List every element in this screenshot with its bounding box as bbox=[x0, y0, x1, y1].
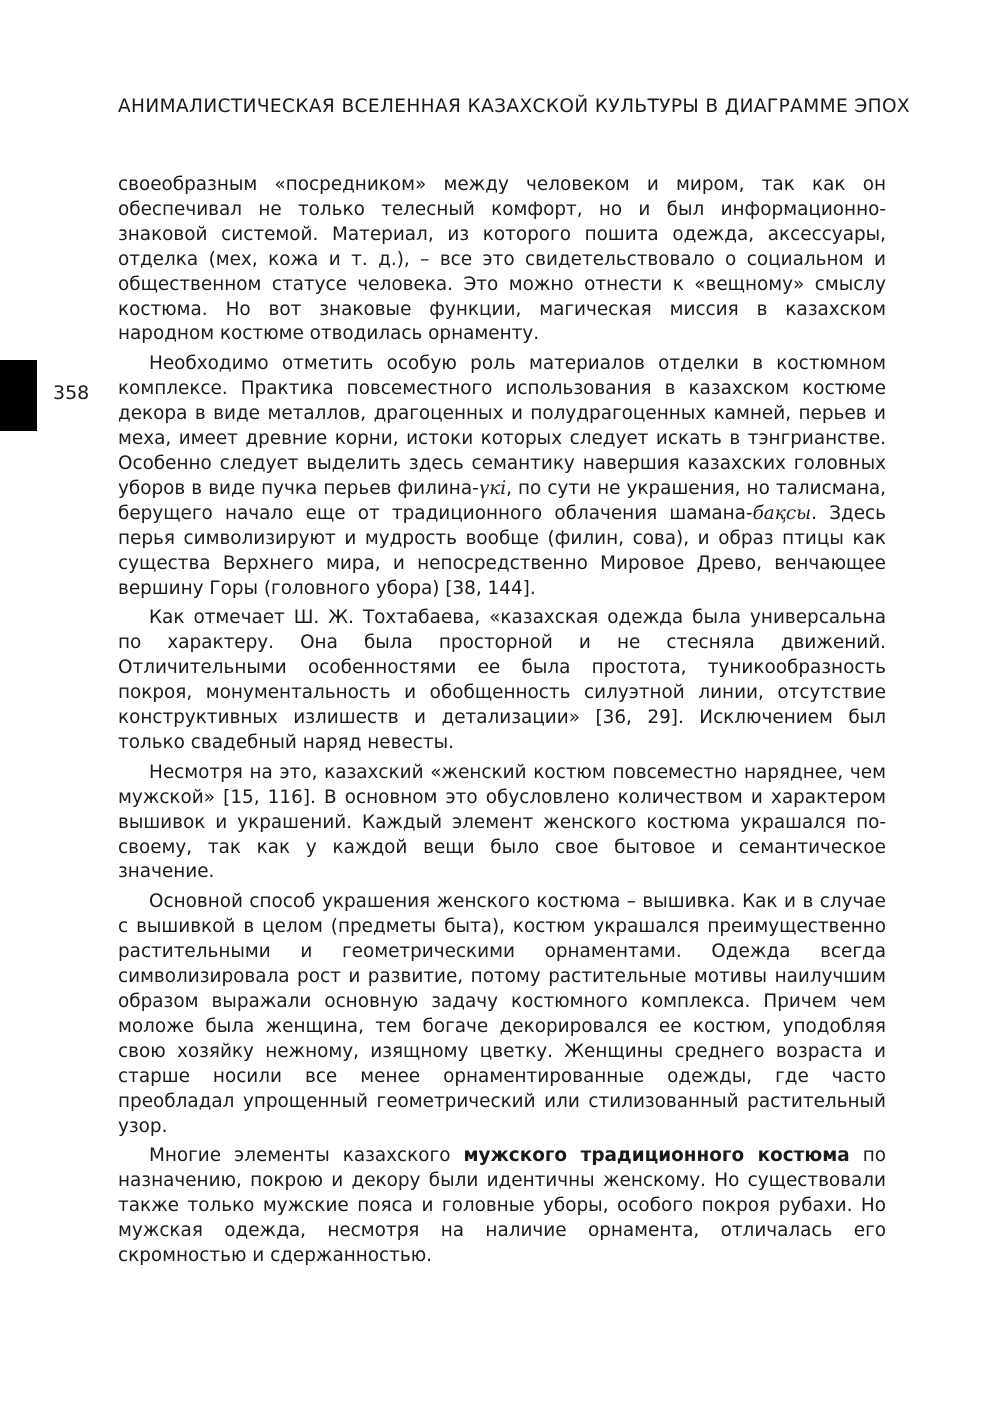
page-number: 358 bbox=[53, 382, 90, 404]
paragraph-text: Необходимо отметить особую роль материалов отделки в костюмном комплексе. Практика повсеместного использования в казахском костюме декора в виде металлов, драгоценных и полудрагоценных камней, перьев и меха, имеет древние корни, истоки которых следует искать в тэнгрианстве. Особенно следует выделить здесь семантику навершия казахских головных уборов в виде пучка перьев филина- bbox=[118, 353, 886, 499]
running-header: АНИМАЛИСТИЧЕСКАЯ ВСЕЛЕННАЯ КАЗАХСКОЙ КУЛЬТУРЫ В ДИАГРАММЕ ЭПОХ bbox=[118, 96, 910, 117]
paragraph-text: Многие элементы казахского bbox=[149, 1145, 464, 1167]
paragraph-text: по назначению, покрою и декору были идентичны женскому. Но существовали также только мужские пояса и головные уборы, особого покроя рубахи. Но мужская одежда, несмотря на наличие орнамента, отличалась его скромностью и сдержанностью. bbox=[118, 1145, 886, 1267]
thumb-index-tab bbox=[0, 360, 37, 431]
term-italic: бақсы bbox=[752, 502, 812, 524]
paragraph: Как отмечает Ш. Ж. Тохтабаева, «казахская одежда была универсальна по характеру. Она была просторной и не стесняла движений. Отличительными особенностями ее была простота, туникообразность покроя, монументальность и обобщенность силуэтной линии, отсутствие конструктивных излишеств и детализации» [36, 29]. Исключением был только свадебный наряд невесты. bbox=[118, 607, 886, 753]
paragraph: Основной способ украшения женского костюма – вышивка. Как и в случае с вышивкой в целом (предметы быта), костюм украшался преимущественно растительными и геометрическими орнаментами. Одежда всегда символизировала рост и развитие, потому растительные мотивы наилучшим образом выражали основную задачу костюмного комплекса. Причем чем моложе была женщина, тем богаче декорировался ее костюм, уподобляя свою хозяйку нежному, изящному цветку. Женщины среднего возраста и старше носили все менее орнаментированные одежды, где часто преобладал упрощенный геометрический или стилизованный растительный узор. bbox=[118, 891, 886, 1137]
paragraph: Несмотря на это, казахский «женский костюм повсеместно наряднее, чем мужской» [15, 116]. В основном это обусловлено количеством и характером вышивок и украшений. Каждый элемент женского костюма украшался по-своему, так как у каждой вещи было свое бытовое и семантическое значение. bbox=[118, 761, 886, 883]
term-italic: үкі bbox=[478, 477, 507, 499]
bold-term: мужского традиционного костюма bbox=[463, 1145, 850, 1167]
paragraph bbox=[118, 352, 886, 601]
paragraph: своеобразным «посредником» между человеком и миром, так как он обеспечивал не только телесный комфорт, но и был информационно-знаковой системой. Материал, из которого пошита одежда, аксессуары, отделка (мех, кожа и т. д.), – все это свидетельствовало о социальном и общественном статусе человека. Это можно отнести к «вещному» смыслу костюма. Но вот знаковые функции, магическая миссия в казахском народном костюме отводилась орнаменту. bbox=[118, 174, 886, 345]
body-text bbox=[118, 173, 886, 1274]
paragraph-text: . Здесь перья символизируют и мудрость вообще (филин, сова), и образ птицы как существа Верхнего мира, и непосредственно Мировое Древо, венчающее вершину Горы (головного убора) [38, 144]. bbox=[118, 502, 886, 599]
paragraph-text: , по сути не украшения, но талисмана, берущего начало еще от традиционного облачения шамана- bbox=[118, 477, 886, 524]
paragraph bbox=[118, 1144, 886, 1269]
